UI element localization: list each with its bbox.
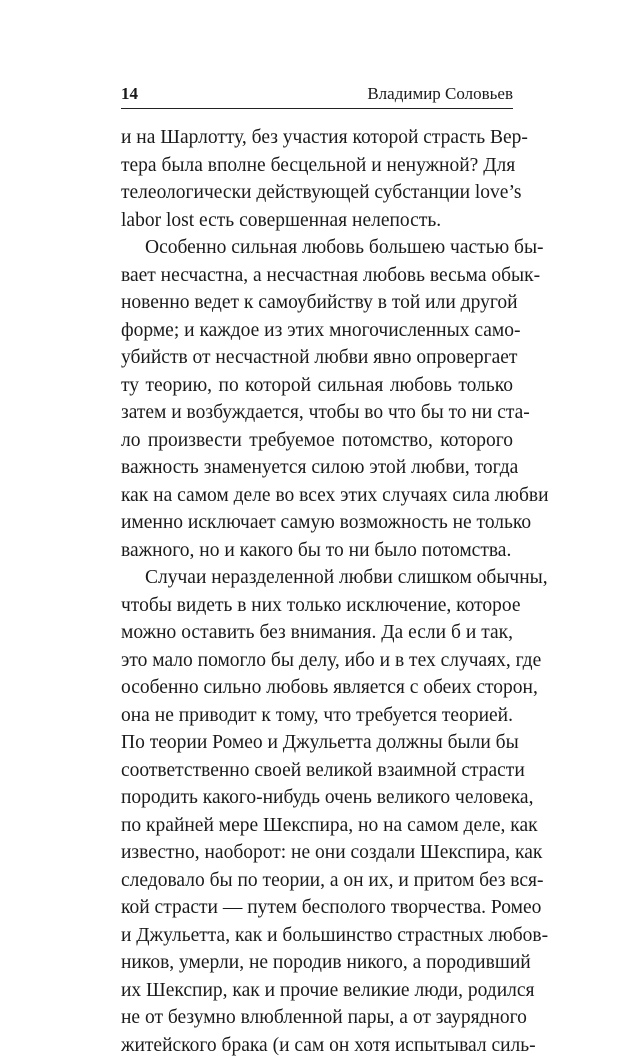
text-line: житейского брака (и сам он хотя испытывал силь- [121,1032,513,1059]
text-line: важного, но и какого бы то ни было потомства. [121,537,513,565]
page-number: 14 [121,84,138,104]
text-line: По теории Ромео и Джульетта должны были бы [121,729,513,757]
text-line: и Джульетта, как и большинство страстных любов- [121,922,513,950]
text-line: затем и возбуждается, чтобы во что бы то ни ста- [121,399,513,427]
text-line: можно оставить без внимания. Да если б и так, [121,619,513,647]
text-line: чтобы видеть в них только исключение, которое [121,592,513,620]
page-header [121,82,513,109]
text-line: это мало помогло бы делу, ибо и в тех случаях, где [121,647,513,675]
text-line: Случаи неразделенной любви слишком обычны, [121,564,513,592]
text-line: убийств от несчастной любви явно опровергает [121,344,513,372]
text-line: как на самом деле во всех этих случаях сила любви [121,482,513,510]
text-line: по крайней мере Шекспира, но на самом деле, как [121,812,513,840]
text-line: породить какого-нибудь очень великого человека, [121,784,513,812]
text-line: тера была вполне бесцельной и ненужной? Для [121,152,513,180]
text-line: она не приводит к тому, что требуется теорией. [121,702,513,730]
text-line: форме; и каждое из этих многочисленных само- [121,317,513,345]
text-line: соответственно своей великой взаимной страсти [121,757,513,785]
text-line: labor lost есть совершенная нелепость. [121,207,513,235]
text-line: новенно ведет к самоубийству в той или другой [121,289,513,317]
text-line: ло произвести требуемое потомство, которого [121,427,513,455]
text-line: известно, наоборот: не они создали Шекспира, как [121,839,513,867]
text-line: не от безумно влюбленной пары, а от заурядного [121,1004,513,1032]
text-line: следовало бы по теории, а он их, и притом без вся- [121,867,513,895]
text-line: их Шекспир, как и прочие великие люди, родился [121,977,513,1005]
text-line: вает несчастна, а несчастная любовь весьма обык- [121,262,513,290]
text-line: именно исключает самую возможность не только [121,509,513,537]
text-line: ников, умерли, не породив никого, а породивший [121,949,513,977]
text-line: важность знаменуется силою этой любви, тогда [121,454,513,482]
text-line: особенно сильно любовь является с обеих сторон, [121,674,513,702]
text-line: кой страсти — путем бесполого творчества. Ромео [121,894,513,922]
body-text [121,124,513,1059]
text-line: телеологически действующей субстанции love’s [121,179,513,207]
text-line: и на Шарлотту, без участия которой страсть Вер- [121,124,513,152]
text-line: ту теорию, по которой сильная любовь только [121,372,513,400]
text-line: Особенно сильная любовь большею частью бы- [121,234,513,262]
running-head-author: Владимир Соловьев [367,84,513,104]
